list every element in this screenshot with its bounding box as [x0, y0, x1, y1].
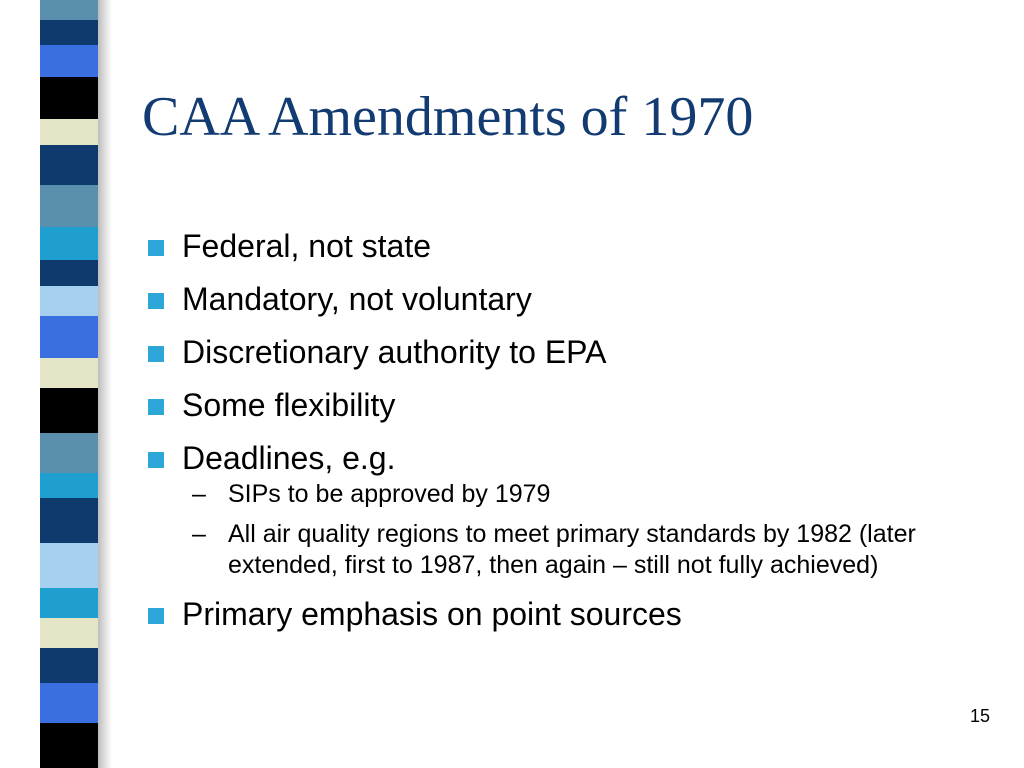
stripe-segment — [40, 618, 98, 648]
stripe-segment — [40, 119, 98, 145]
sub-bullet-item — [192, 479, 1008, 510]
stripe-shadow — [98, 0, 112, 768]
stripe-segment — [40, 473, 98, 498]
square-bullet-icon — [148, 346, 164, 362]
bullet-text: Some flexibility — [182, 387, 396, 423]
square-bullet-icon — [148, 399, 164, 415]
bullet-item — [148, 438, 1008, 581]
stripe-segment — [40, 683, 98, 723]
square-bullet-icon — [148, 608, 164, 624]
dash-bullet: – — [192, 480, 206, 508]
stripe-segment — [40, 185, 98, 227]
stripe-segment — [40, 260, 98, 286]
sub-bullet-text: All air quality regions to meet primary standards by 1982 (later extended, first to 1987, then again – still not fully achieved) — [228, 520, 916, 579]
stripe-segment — [40, 358, 98, 388]
sub-bullet-list — [182, 479, 1008, 581]
bullet-text: Primary emphasis on point sources — [182, 596, 682, 632]
stripe-segment — [40, 45, 98, 77]
stripe-segment — [40, 145, 98, 185]
stripe-segment — [40, 0, 98, 20]
square-bullet-icon — [148, 452, 164, 468]
stripe-segment — [40, 316, 98, 358]
stripe-segment — [40, 20, 98, 45]
slide-title: CAA Amendments of 1970 — [142, 86, 754, 148]
bullet-text: Discretionary authority to EPA — [182, 334, 607, 370]
stripe-segment — [40, 388, 98, 433]
stripe-segment — [40, 433, 98, 473]
stripe-segment — [40, 588, 98, 618]
stripe-segment — [40, 648, 98, 683]
bullet-item — [148, 385, 1008, 425]
decorative-stripe-bar — [0, 0, 116, 768]
bullet-text: Deadlines, e.g. — [182, 440, 396, 476]
stripe-segment — [40, 286, 98, 316]
stripe-segment — [40, 723, 98, 768]
bullet-text: Federal, not state — [182, 228, 432, 264]
bullet-item — [148, 332, 1008, 372]
stripe-segment — [40, 77, 98, 119]
stripe-column — [40, 0, 98, 768]
stripe-segment — [40, 227, 98, 260]
bullet-item — [148, 226, 1008, 266]
bullet-item — [148, 279, 1008, 319]
bullet-list — [148, 226, 1008, 647]
square-bullet-icon — [148, 240, 164, 256]
sub-bullet-item — [192, 519, 1008, 581]
stripe-segment — [40, 498, 98, 543]
page-number: 15 — [969, 706, 990, 726]
sub-bullet-text: SIPs to be approved by 1979 — [228, 480, 551, 508]
stripe-segment — [40, 543, 98, 588]
dash-bullet: – — [192, 520, 206, 548]
bullet-text: Mandatory, not voluntary — [182, 281, 532, 317]
square-bullet-icon — [148, 293, 164, 309]
bullet-item — [148, 594, 1008, 634]
